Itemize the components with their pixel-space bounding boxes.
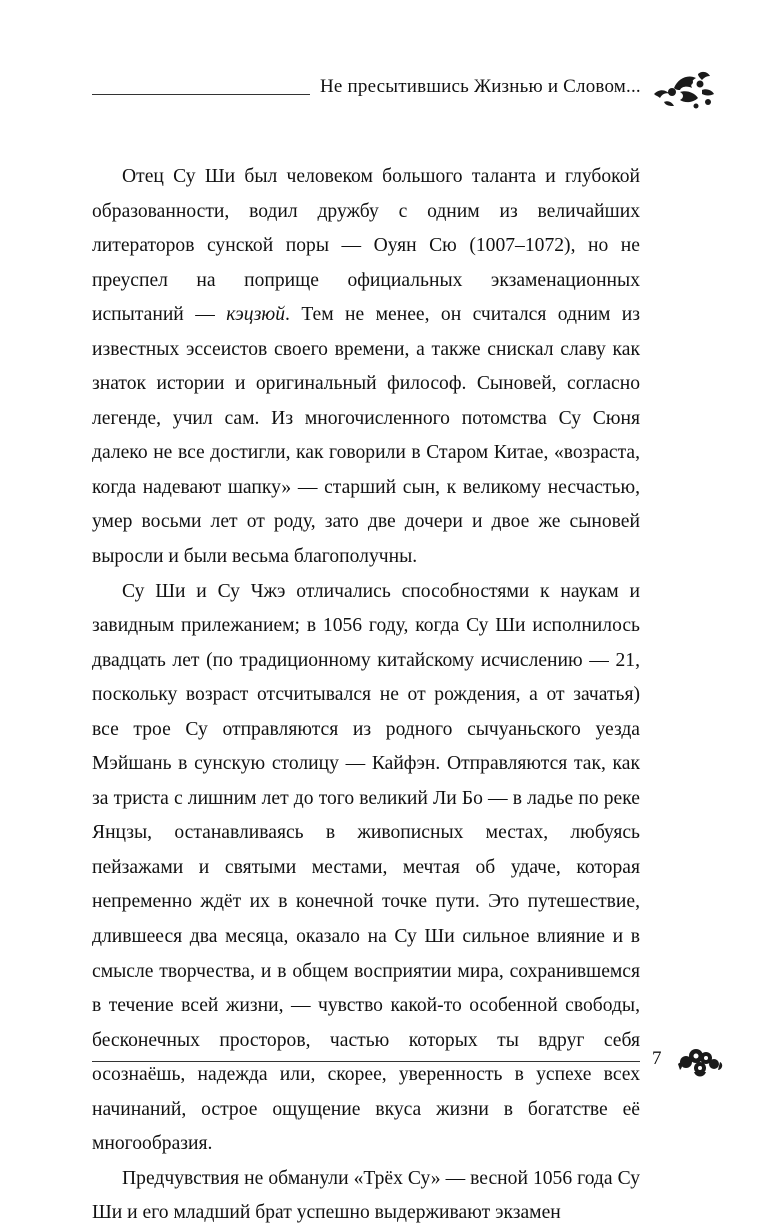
paragraph-1 (92, 160, 640, 575)
italic-term: кэцзюй (226, 304, 286, 326)
header-rule (92, 94, 310, 95)
dragon-ornament-icon (650, 68, 718, 112)
footer-rule (92, 1061, 640, 1062)
running-head-title: Не пресытившись Жизнью и Словом... (320, 76, 641, 97)
page-number: 7 (652, 1048, 662, 1069)
paragraph-1-after: . Тем не менее, он считался одним из известных эссеистов своего времени, а также снискал славу как знаток истории и оригинальный философ. Сыновей, согласно легенде, учил сам. Из многочисленного потомства Су Сюня далеко не все достигли, как говорили в Старом Китае, «возраста, когда надевают шапку» — старший сын, к великому несчастью, умер восьми лет от роду, зато две дочери и двое же сыновей выросли и были весьма благополучны. (92, 304, 640, 568)
paragraph-2: Су Ши и Су Чжэ отличались способностями к наукам и завидным прилежанием; в 1056 году, когда Су Ши исполнилось двадцать лет (по традиционному китайскому исчислению — 21, поскольку возраст отсчитывался не от рождения, а от зачатья) все трое Су отправляются из родного сычуаньского уезда Мэйшань в сунскую столицу — Кайфэн. Отправляются так, как за триста с лишним лет до того великий Ли Бо — в ладье по реке Янцзы, останавливаясь в живописных местах, любуясь пейзажами и святыми местами, мечтая об удаче, которая непременно ждёт их в конечной точке пути. Это путешествие, длившееся два месяца, оказало на Су Ши сильное влияние и в смысле творчества, и в общем восприятии мира, сохранившемся в течение всей жизни, — чувство какой-то особенной свободы, бесконечных просторов, частью которых ты вдруг себя осознаёшь, надежда или, скорее, уверенность в успехе всех начинаний, острое ощущение вкуса жизни в богатстве её многообразия. (92, 580, 640, 1155)
page-footer (92, 1040, 724, 1084)
paragraph-3: Предчувствия не обманули «Трёх Су» — весной 1056 года Су Ши и его младший брат успешно выдерживают экзамен (92, 1167, 640, 1224)
paragraph-1-before: Отец Су Ши был человеком большого таланта и глубокой образованности, водил дружбу с одним из величайших литераторов сунской поры — Оуян Сю (1007–1072), но не преуспел на поприще официальных экзаменационных испытаний — (92, 166, 640, 326)
running-head (92, 68, 722, 112)
cloud-ornament-icon (676, 1042, 724, 1080)
